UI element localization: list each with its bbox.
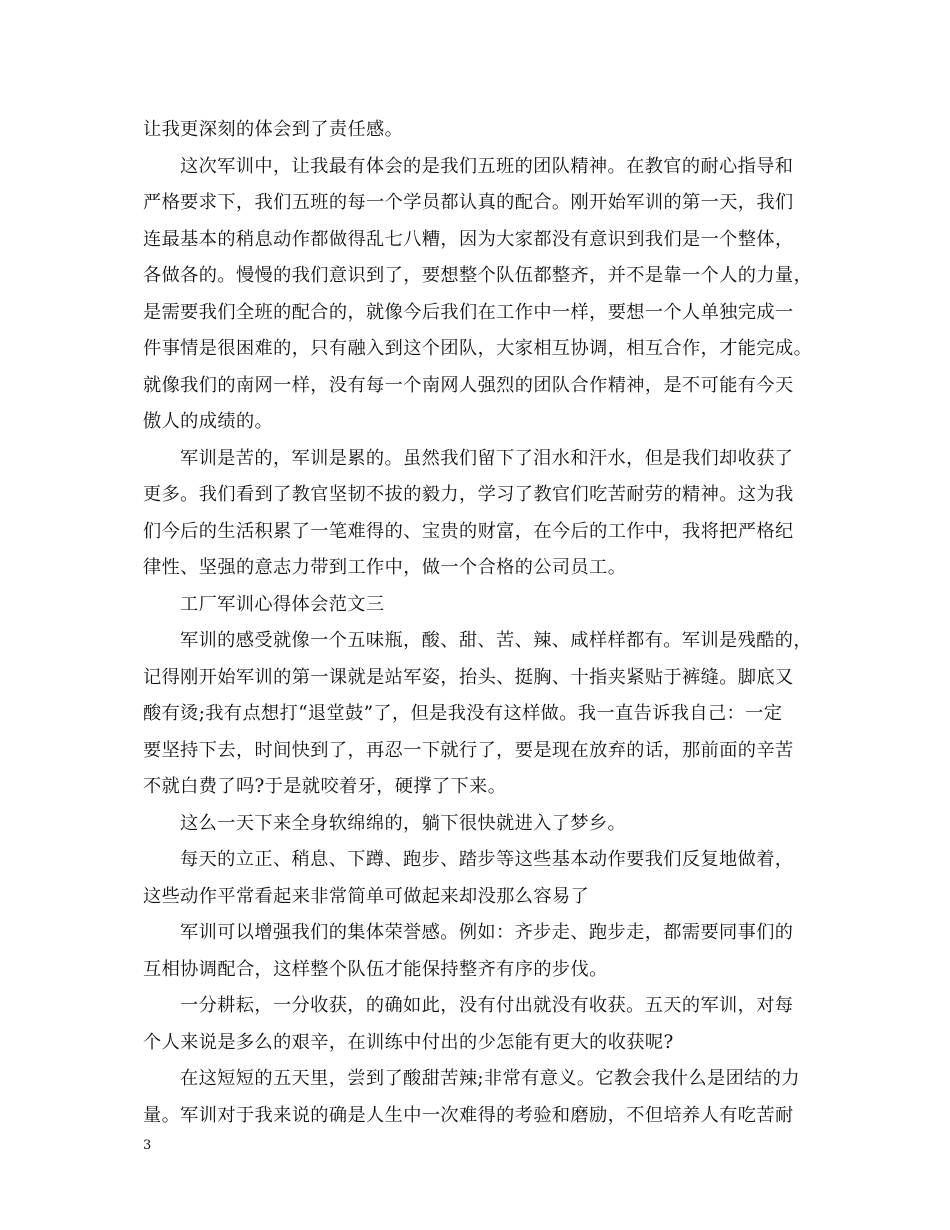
text-line: 们今后的生活积累了一笔难得的、宝贵的财富，在今后的工作中，我将把严格纪	[143, 520, 794, 542]
text-line: 量。军训对于我来说的确是人生中一次难得的考验和磨励，不但培养人有吃苦耐	[143, 1104, 794, 1126]
text-line: 是需要我们全班的配合的，就像今后我们在工作中一样，要想一个人单独完成一	[143, 301, 794, 323]
text-line: 这些动作平常看起来非常简单可做起来却没那么容易了	[143, 885, 590, 907]
text-line: 严格要求下，我们五班的每一个学员都认真的配合。刚开始军训的第一天，我们	[143, 192, 794, 213]
text-line: 更多。我们看到了教官坚韧不拔的毅力，学习了教官们吃苦耐劳的精神。这为我	[143, 484, 794, 505]
text-line: 互相协调配合，这样整个队伍才能保持整齐有序的步伐。	[143, 958, 608, 980]
text-line: 个人来说是多么的艰辛，在训练中付出的少怎能有更大的收获呢?	[143, 1031, 674, 1053]
text-line: 这么一天下来全身软绵绵的，躺下很快就进入了梦乡。	[180, 812, 627, 834]
document-body	[143, 112, 823, 1134]
page-number: 3	[143, 1138, 152, 1153]
text-line: 这次军训中，让我最有体会的是我们五班的团队精神。在教官的耐心指导和	[180, 155, 794, 177]
text-line: 让我更深刻的体会到了责任感。	[143, 119, 404, 140]
text-line: 不就白费了吗?于是就咬着牙，硬撑了下来。	[143, 776, 507, 797]
text-line: 军训可以增强我们的集体荣誉感。例如：齐步走、跑步走，都需要同事们的	[180, 922, 794, 943]
text-line: 就像我们的南网一样，没有每一个南网人强烈的团队合作精神，是不可能有今天	[143, 374, 794, 396]
text-line: 每天的立正、稍息、下蹲、跑步、踏步等这些基本动作要我们反复地做着，	[180, 849, 794, 870]
text-line: 一分耕耘，一分收获，的确如此，没有付出就没有收获。五天的军训，对每	[180, 995, 794, 1016]
text-line: 各做各的。慢慢的我们意识到了，要想整个队伍都整齐，并不是靠一个人的力量，	[143, 265, 813, 286]
text-line: 件事情是很困难的，只有融入到这个团队，大家相互协调，相互合作，才能完成。	[143, 338, 813, 359]
text-line: 傲人的成绩的。	[143, 411, 274, 432]
text-line: 连最基本的稍息动作都做得乱七八糟，因为大家都没有意识到我们是一个整体，	[143, 228, 794, 250]
section-heading: 工厂军训心得体会范文三	[180, 593, 385, 615]
text-line: 要坚持下去，时间快到了，再忍一下就行了，要是现在放弃的话，那前面的辛苦	[143, 739, 794, 761]
text-line: 记得刚开始军训的第一课就是站军姿，抬头、挺胸、十指夹紧贴于裤缝。脚底又	[143, 666, 794, 688]
text-line: 酸有烫;我有点想打“退堂鼓”了，但是我没有这样做。我一直告诉我自己：一定	[143, 703, 783, 724]
text-line: 律性、坚强的意志力带到工作中，做一个合格的公司员工。	[143, 557, 627, 578]
text-line: 军训是苦的，军训是累的。虽然我们留下了泪水和汗水，但是我们却收获了	[180, 447, 794, 469]
text-line: 军训的感受就像一个五味瓶，酸、甜、苦、辣、咸样样都有。军训是残酷的，	[180, 630, 812, 651]
text-line: 在这短短的五天里，尝到了酸甜苦辣;非常有意义。它教会我什么是团结的力	[180, 1068, 800, 1089]
